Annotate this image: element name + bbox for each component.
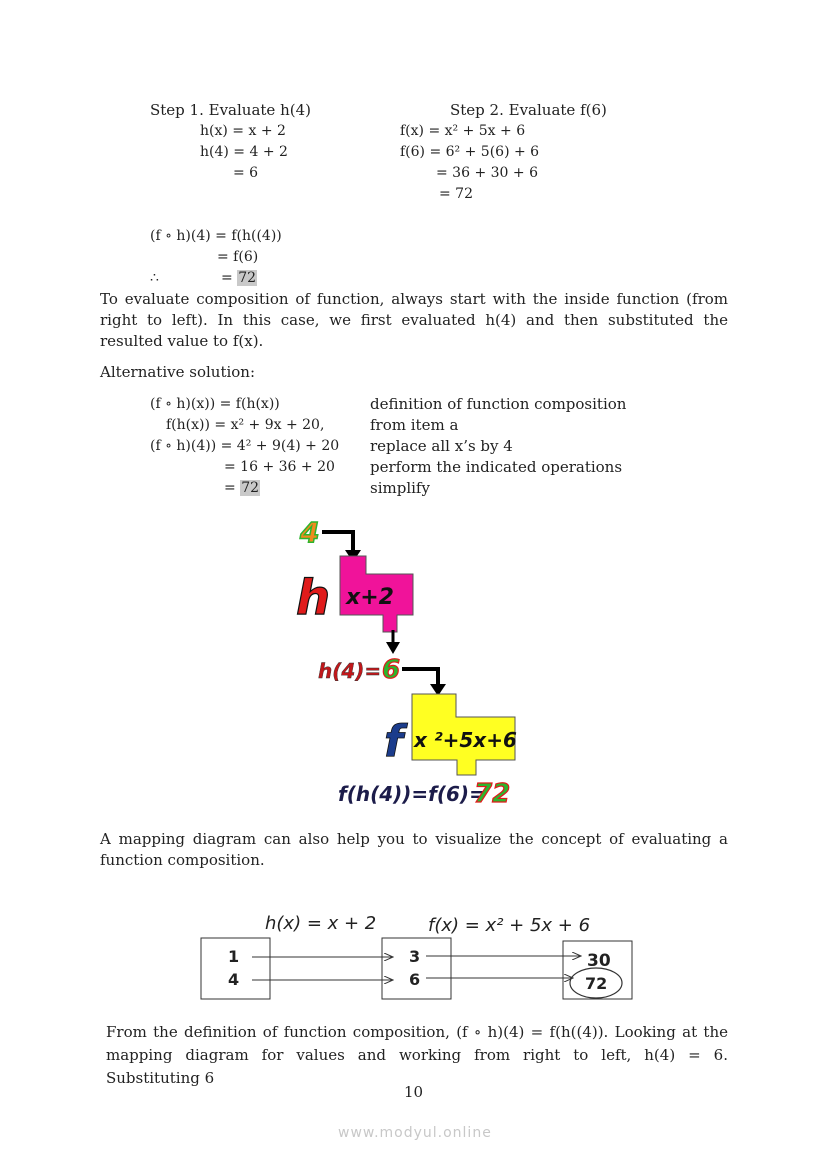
alt-row2-note: from item a — [370, 416, 459, 434]
step1-line1: h(x) = x + 2 — [200, 123, 286, 139]
mapping-f-label: f(x) = x² + 5x + 6 — [428, 915, 591, 936]
composition-result: 72 — [238, 270, 257, 286]
footer-watermark: www.modyul.online — [338, 1125, 492, 1141]
page-number: 10 — [404, 1083, 424, 1101]
step2-line3: = 36 + 30 + 6 — [436, 165, 538, 181]
alt-row2-math: f(h(x)) = x² + 9x + 20, — [166, 417, 325, 433]
h-label: h — [296, 570, 331, 626]
final-label: f(h(4))=f(6)= — [338, 782, 486, 806]
alt-row3-math: (f ∘ h)(4)) = 4² + 9(4) + 20 — [150, 438, 340, 454]
step2-line1: f(x) = x² + 5x + 6 — [400, 123, 526, 139]
mapping-range-30: 30 — [587, 951, 611, 971]
alternative-heading: Alternative solution: — [100, 363, 256, 381]
alt-row5-note: simplify — [370, 479, 430, 497]
composition-line2: = f(6) — [217, 249, 259, 265]
step1-title: Step 1. Evaluate h(4) — [150, 101, 311, 119]
paragraph-mapping-intro: A mapping diagram can also help you to visualize the concept of evaluating a function composition. — [100, 830, 728, 869]
f-expression: x ²+5x+6 — [414, 728, 517, 752]
mapping-domain-4: 4 — [228, 970, 240, 989]
alt-row1-note: definition of function composition — [370, 395, 627, 413]
f-label: f — [384, 716, 404, 767]
alt-row4-note: perform the indicated operations — [370, 458, 623, 476]
step1-line2: h(4) = 4 + 2 — [200, 144, 288, 160]
alt-row4-math: = 16 + 36 + 20 — [224, 459, 335, 475]
composition-line1: (f ∘ h)(4) = f(h((4)) — [150, 228, 282, 244]
arrow-head-h-down — [386, 642, 400, 654]
step2-line2: f(6) = 6² + 5(6) + 6 — [400, 144, 540, 160]
h-result-label: h(4)= — [318, 659, 382, 683]
alt-row3-note: replace all x’s by 4 — [370, 437, 513, 455]
step2-title: Step 2. Evaluate f(6) — [450, 101, 607, 119]
final-value: 72 — [474, 779, 511, 809]
alt-row5-equals: = — [224, 480, 236, 496]
paragraph-mapping-explanation: From the definition of function composition, (f ∘ h)(4) = f(h((4)). Looking at the mapping diagram for values and working from right to left, h(4) = 6. Substituting 6 — [106, 1023, 728, 1087]
h-result-value: 6 — [382, 655, 401, 685]
mapping-range-72: 72 — [585, 974, 608, 993]
mapping-domain-1: 1 — [228, 947, 240, 966]
step1-line3: = 6 — [233, 165, 259, 181]
machine-input: 4 — [300, 516, 320, 549]
therefore-symbol: ∴ — [150, 270, 159, 286]
mapping-middle-3: 3 — [409, 947, 421, 966]
step2-line4: = 72 — [439, 186, 473, 202]
alt-row5-result: 72 — [241, 480, 260, 496]
paragraph-explanation: To evaluate composition of function, always start with the inside function (from right to left). In this case, we first evaluated h(4) and then substituted the resulted value to f(x). — [100, 290, 728, 350]
mapping-diagram — [195, 905, 640, 1005]
function-machine-diagram — [290, 512, 530, 812]
mapping-middle-6: 6 — [409, 970, 421, 989]
alt-row1-math: (f ∘ h)(x)) = f(h(x)) — [150, 396, 280, 412]
mapping-h-label: h(x) = x + 2 — [265, 913, 377, 934]
composition-equals: = — [221, 270, 233, 286]
h-expression: x+2 — [346, 585, 394, 610]
